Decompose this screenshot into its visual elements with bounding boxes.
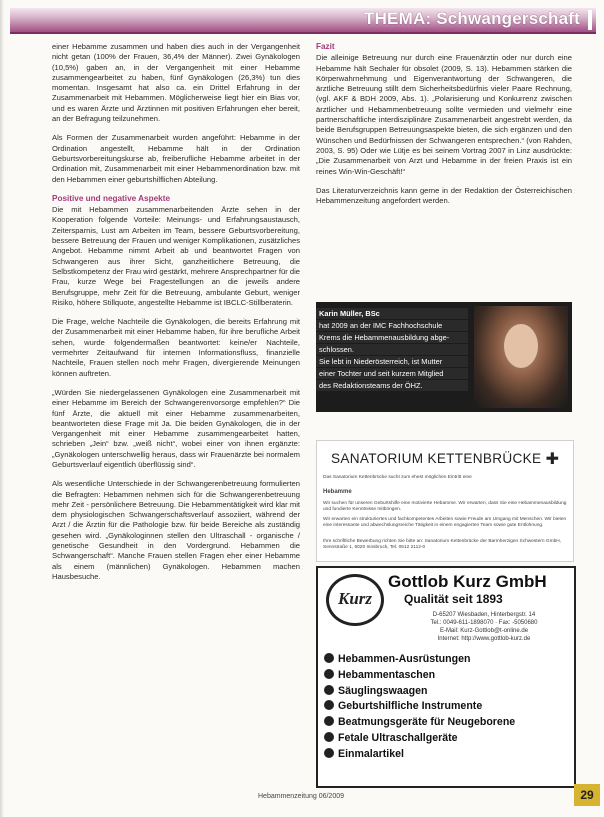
- paragraph: Die mit Hebammen zusammenarbeitenden Ärzte sehen in der Kooperation folgende Vorteile: Meinungs- und Erfahrungsaustausch, Zeitersparnis, Lust am Arbeiten im Team, bessere Geburtsvorbereitung, bessere Betreuung der Frauen und weniger Komplikationen, zusätzliches Angebot. Hebamme nimmt Arbeit ab und beantwortet Fragen von Schwangeren aus ihrer Sicht, ganzheitlichere Betreuung, die Selbstkompetenz der Frau wird gestärkt, mehrere Ansprechpartner für die Frau, kurze Wege bei Fragestellungen an die jeweils andere Berufsgruppe, mehr Zeit für die Betreuung, ambulante Geburt, weniger Risiko, höhere Stillquote, angestellte Hebamme ist IBCLC-Stillberaterin.: [52, 205, 300, 307]
- list-item: Fetale Ultraschallgeräte: [324, 731, 570, 747]
- bullet-icon: [324, 716, 334, 726]
- header-accent: [588, 10, 592, 30]
- list-item: Beatmungsgeräte für Neugeborene: [324, 715, 570, 731]
- subheading: Fazit: [316, 42, 335, 51]
- kurz-address: D-65207 Wiesbaden, Hinterbergstr. 14: [432, 612, 536, 618]
- author-bio-line: Krems die Hebammenausbildung abge-: [316, 332, 468, 343]
- sanatorium-contact: Ihre schriftliche Bewerbung richten Sie bitte an: Sanatorium Kettenbrücke der Barmherzigen Schwestern GmbH, Sennstraße 1, 6020 Innsbruck, Tel. 0512 2112-0: [323, 539, 562, 551]
- bullet-icon: [324, 653, 334, 663]
- list-item: Säuglingswaagen: [324, 684, 570, 700]
- author-name: Karin Müller, BSc: [316, 308, 468, 319]
- quote-paragraph: „Würden Sie niedergelassenen Gynäkologen eine Zusammenarbeit mit einer Hebamme im Bereich der Schwangerenvorsorge empfehlen?“ Die fünf Ärzte, die aktuell mit einer Hebamme zusammenarbeiten, beantworteten diese Frage mit Ja. Die beiden Gynäkologen, die in der Vergangenheit mit einer Hebamme zusammengearbeitet hatten, schrieben „Jein“ bzw. „weiß nicht“, wobei einer von ihnen ergänzte: „Gynäkologen unterschwellig heraus, dass wir Frauenärzte bei normalem Geburtsverlauf eigentlich überflüssig sind“.: [52, 387, 300, 469]
- author-bio-line: einer Tochter und seit kurzem Mitglied: [316, 368, 468, 379]
- author-bio-text: [316, 308, 468, 392]
- author-face: [504, 324, 538, 368]
- kurz-website: Internet: http://www.gottlob-kurz.de: [437, 636, 531, 642]
- paragraph: einer Hebamme zusammen und haben dies auch in der Vergangenheit nicht getan (100% der Frauen, 36,4% der Männer). Zwei Gynäkologen (10,5%) gaben an, in der Vergangenheit mit einer Hebamme zusammengearbeitet zu haben, fünf Gynäkologen (26,3%) tun dies momentan. Insgesamt hat also ca. ein Drittel Erfahrung in der Zusammenarbeit mit Hebammen. Möglicherweise liegt hier ein Bias vor, und es waren Ärzte und Ärztinnen mit positiven Erfahrungen eher bereit, an der Befragung teilzunehmen.: [52, 42, 300, 124]
- sanatorium-intro: Das Sanatorium Kettenbrücke sucht zum ehest möglichen Eintritt eine: [323, 475, 472, 480]
- sanatorium-paragraph: Wir erwarten ein strukturiertes und fachkompetentes Arbeiten sowie Freude am Umgang mit Menschen. Wir bieten eine interessante und abwechslungsreiche Tätigkeit in einem engagierten Team sowie gute Entlohnung.: [323, 517, 567, 529]
- author-bio-line: hat 2009 an der IMC Fachhochschule: [316, 320, 468, 331]
- left-column: [52, 42, 300, 591]
- paragraph: Die Frage, welche Nachteile die Gynäkologen, die bereits Erfahrung mit der Zusammenarbeit mit einer Hebamme haben, für ihre berufliche Arbeit sehen, wurde folgendermaßen beantwortet: keine/er Nachteile, vermehrter Zeitaufwand für internen Informationsfluss, finanzielle Nachteile, Frauen stellen noch mehr Fragen, divergierende Meinungen können auftreten.: [52, 317, 300, 378]
- kurz-phone: Tel.: 0049-611-1898070 · Fax: -5050680: [430, 620, 538, 626]
- kurz-logo: Kurz: [326, 574, 384, 626]
- page-number: 29: [574, 784, 600, 806]
- author-bio-line: Sie lebt in Niederösterreich, ist Mutter: [316, 356, 468, 367]
- author-bio-line: schlossen.: [316, 344, 468, 355]
- sanatorium-position: Hebamme: [323, 489, 352, 495]
- kurz-product-list: [324, 652, 570, 763]
- paragraph: Die alleinige Betreuung nur durch eine Frauenärztin oder nur durch eine Hebamme hält Sechaler für obsolet (2009, S. 13). Hebammen stärken die Körperwahrnehmung und Eigenverantwortung der Schwangeren, die ärztliche Betreuung stillt dem Sicherheitsbedürfnis vieler Paare Rechnung, (vgl. AKF & BDH 2009, Abs. 1). „Polarisierung und Konkurrenz zwischen ärztlicher und Hebammenbetreuung sollte vermieden und vielmehr eine partnerschaftliche interdisziplinäre Zusammenarbeit angestrebt werden, da beide Berufsgruppen Betreuungsaspekte bieten, die sich ergänzen und den Wünschen und Bedürfnissen der Schwangeren entsprechen.“ (von Rahden, 2003, S. 95) Oder wie Lütje es bei seinem Vortrag 2007 in Linz ausdrückte: „Die Zusammenarbeit von Arzt und Hebamme in der freien Praxis ist ein reines Win-Win-Geschäft!“: [316, 53, 572, 176]
- bullet-icon: [324, 685, 334, 695]
- subheading: Positive und negative Aspekte: [52, 193, 170, 203]
- bullet-icon: [324, 732, 334, 742]
- bullet-icon: [324, 700, 334, 710]
- list-item: Hebammentaschen: [324, 668, 570, 684]
- right-column: [316, 42, 572, 215]
- footer-publication: Hebammenzeitung 06/2009: [258, 793, 345, 800]
- sanatorium-ad: [316, 440, 574, 562]
- bullet-icon: [324, 669, 334, 679]
- paragraph: Als Formen der Zusammenarbeit wurden angeführt: Hebamme in der Ordination angestellt, Hebamme hält in der Ordination Geburtsvorbereitungskurse ab, freiberufliche Hebamme arbeitet in der Ordination mit, Zusammenarbeit mit einer Hebammenordination bzw. mit den Hebammen einer geburtshilflichen Abteilung.: [52, 133, 300, 184]
- kurz-company-name: Gottlob Kurz GmbH: [388, 572, 547, 591]
- list-item: Geburtshilfliche Instrumente: [324, 699, 570, 715]
- author-photo: [474, 306, 568, 408]
- sanatorium-paragraph: Wir suchen für unseren Geburtshilfe eine motivierte Hebamme. Wir erwarten, dass Sie eine Hebammenausbildung und fundierte Kenntnisse mitbringen.: [323, 501, 567, 513]
- gottlob-kurz-ad: [316, 566, 576, 788]
- kurz-email: E-Mail: Kurz-Gottlob@t-online.de: [439, 628, 529, 634]
- section-title: THEMA: Schwangerschaft: [364, 9, 580, 28]
- list-item: Hebammen-Ausrüstungen: [324, 652, 570, 668]
- author-bio-box: [316, 302, 572, 412]
- paragraph: Das Literaturverzeichnis kann gerne in der Redaktion der Österreichischen Hebammenzeitung angefordert werden.: [316, 185, 572, 206]
- sanatorium-cross-icon: ✚: [545, 451, 559, 468]
- kurz-slogan: Qualität seit 1893: [404, 592, 503, 606]
- page-edge-shadow: [0, 0, 4, 817]
- list-item: Einmalartikel: [324, 747, 570, 763]
- author-bio-line: des Redaktionsteams der ÖHZ.: [316, 380, 468, 391]
- paragraph: Als wesentliche Unterschiede in der Schwangerenbetreuung formulierten die Befragten: Hebammen nehmen sich für die Schwangerenbetreuung mehr Zeit - persönlichere Betreuung. Die Hebammentätigkeit wird klar mit dem physiologischen Schwangerschaftsverlauf assoziiert, während der Arzt / die Ärztin für die Pathologie bzw. für beide Bereiche als zuständig gesehen wird. „Gynäkologinnen stellen den Ultraschall - organische / genetische Gesundheit in den Vordergrund. Hebammen die Schwangerschaft“. Manche Frauen stellen Fragen eher einer Hebamme als einem (männlichen) Gynäkologen. Hebammen machen Hausbesuche.: [52, 479, 300, 581]
- sanatorium-title: SANATORIUM KETTENBRÜCKE: [331, 451, 542, 466]
- bullet-icon: [324, 748, 334, 758]
